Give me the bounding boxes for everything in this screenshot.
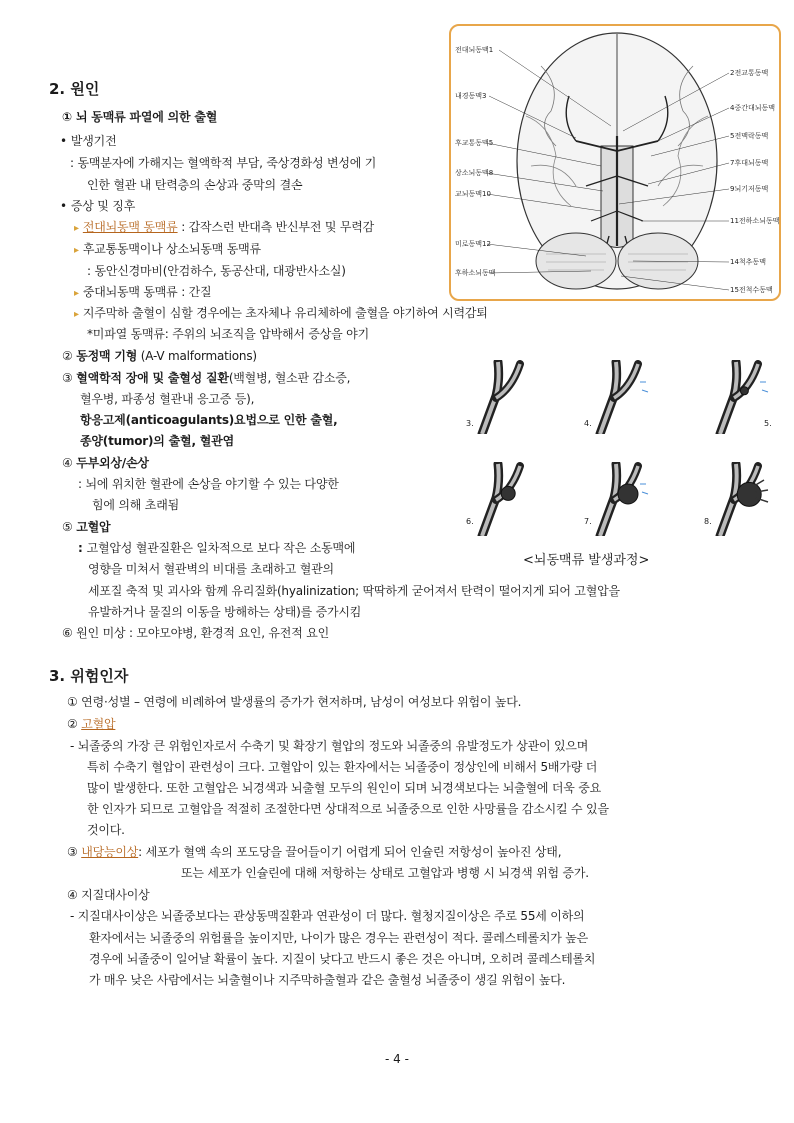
cause-item-5-line-3: 세포질 축적 및 괴사와 함께 유리질화(hyalinization; 딱딱하게 굳어져서 탄력이 떨어지게 되어 고혈압을 xyxy=(88,584,620,598)
artery-label: 7후대뇌동맥 xyxy=(730,159,769,167)
mechanism-label-text: 발생기전 xyxy=(70,134,117,148)
cause-item-5-line-2: 영향을 미쳐서 혈관벽의 비대를 초래하고 혈관의 xyxy=(88,562,334,576)
aneurysm-stage-panel xyxy=(460,360,540,434)
triangle-bullet-icon: ▸ xyxy=(74,223,79,234)
stage-number: 5. xyxy=(764,419,772,428)
aneurysm-stage-panel xyxy=(578,462,658,536)
cause-item-5-line-1-text: 고혈압성 혈관질환은 일차적으로 보다 작은 소동맥에 xyxy=(86,541,356,555)
cause-item-3-line-2: 혈우병, 파종성 혈관내 응고증 등), xyxy=(80,392,255,406)
hypertension-para-line-1: - 뇌졸중의 가장 큰 위험인자로서 수축기 및 확장기 혈압의 정도와 뇌졸중의 유발정도가 상관이 있으며 xyxy=(70,739,589,753)
risk-item-2 xyxy=(67,716,115,732)
aneurysm-stage-panel xyxy=(698,462,778,536)
lipid-para-line-4: 가 매우 낮은 사람에서는 뇌출혈이나 지주막하출혈과 같은 출혈성 뇌졸중이 생길 위험이 높다. xyxy=(89,973,566,987)
cause-item-3 xyxy=(62,370,350,386)
cause-item-5-line-4: 유발하거나 물질의 이동을 방해하는 상태)를 증가시킴 xyxy=(88,605,362,619)
artery-bifurcation-drawing xyxy=(460,360,540,434)
triangle-bullet-icon: ▸ xyxy=(74,288,79,299)
risk-item-1: ① 연령·성별 – 연령에 비례하여 발생률의 증가가 현저하며, 남성이 여성보다 위험이 높다. xyxy=(67,695,522,709)
cause-item-4-line-2: 힘에 의해 초래됨 xyxy=(92,498,179,512)
glucose-intolerance-link[interactable]: 내당능이상 xyxy=(81,845,139,859)
bullet-dot: • xyxy=(60,199,67,213)
section-heading-risk-factors: 3. 위험인자 xyxy=(49,667,129,685)
symptom-mca xyxy=(74,284,211,302)
artery-label: 4중간대뇌동맥 xyxy=(730,104,776,112)
section-heading-causes: 2. 원인 xyxy=(49,80,100,98)
symptom-sah-text: 지주막하 출혈이 심할 경우에는 초자체나 유리체하에 출혈을 야기하여 시력감퇴 xyxy=(82,306,488,320)
triangle-bullet-icon: ▸ xyxy=(74,245,79,256)
cause-item-4-line-1: : 뇌에 위치한 혈관에 손상을 야기할 수 있는 다양한 xyxy=(78,477,339,491)
cause-item-1: ① 뇌 동맥류 파열에 의한 출혈 xyxy=(62,110,218,124)
artery-bifurcation-drawing xyxy=(698,360,778,434)
cause-item-6: ⑥ 원인 미상 : 모야모야병, 환경적 요인, 유전적 요인 xyxy=(62,626,329,640)
symptoms-label-text: 증상 및 징후 xyxy=(70,199,136,213)
risk-item-3 xyxy=(67,844,561,860)
unruptured-note: *미파열 동맥류: 주위의 뇌조직을 압박해서 증상을 야기 xyxy=(87,327,369,341)
artery-label: 9뇌기저동맥 xyxy=(730,185,769,193)
avm-term: 동정맥 기형 xyxy=(76,349,138,363)
artery-label: 전대뇌동맥1 xyxy=(455,46,494,54)
stage-number: 7. xyxy=(584,517,592,526)
lipid-para-line-2: 환자에서는 뇌졸중의 위험률을 높이지만, 나이가 많은 경우는 관련성이 적다. 콜레스테롤치가 높은 xyxy=(89,931,589,945)
artery-bifurcation-drawing xyxy=(460,462,540,536)
artery-label: 상소뇌동맥8 xyxy=(455,169,494,177)
artery-bifurcation-drawing xyxy=(578,360,658,434)
mechanism-line-2: 인한 혈관 내 탄력층의 손상과 중막의 결손 xyxy=(87,178,303,192)
artery-label: 후하소뇌동맥 xyxy=(455,269,496,277)
triangle-bullet-icon: ▸ xyxy=(74,309,79,320)
item-number: ③ xyxy=(67,845,82,859)
artery-label: 2전교통동맥 xyxy=(730,69,769,77)
artery-label: 14척추동맥 xyxy=(730,258,766,266)
artery-label: 5전맥락동맥 xyxy=(730,132,769,140)
artery-bifurcation-drawing xyxy=(578,462,658,536)
cause-item-2 xyxy=(62,348,257,364)
stage-number: 4. xyxy=(584,419,592,428)
symptom-mca-text: 중대뇌동맥 동맥류 : 간질 xyxy=(82,285,212,299)
aneurysm-figure-caption: <뇌동맥류 발생과정> xyxy=(523,553,650,568)
artery-label: 내경동맥3 xyxy=(455,92,487,100)
cause-item-3-line-3: 항응고제(anticoagulants)요법으로 인한 출혈, xyxy=(80,413,338,427)
mechanism-line-1: : 동맥분자에 가해지는 혈액학적 부담, 죽상경화성 변성에 기 xyxy=(70,156,377,170)
colon-mark: : xyxy=(78,541,87,555)
risk-item-3-line-2: 또는 세포가 인슐린에 대해 저항하는 상태로 고혈압과 병행 시 뇌경색 위험 증가. xyxy=(181,866,589,880)
aneurysm-stage-panel xyxy=(460,462,540,536)
artery-label: 교뇌동맥10 xyxy=(455,190,491,198)
cause-item-3-line-4: 종양(tumor)의 출혈, 혈관염 xyxy=(80,434,234,448)
aca-aneurysm-link[interactable]: 전대뇌동맥 동맥류 xyxy=(82,220,178,234)
avm-english: (A-V malformations) xyxy=(137,349,257,363)
stage-number: 8. xyxy=(704,517,712,526)
symptom-sah xyxy=(74,305,488,323)
hypertension-para-line-4: 한 인자가 되므로 고혈압을 적절히 조절한다면 상대적으로 뇌졸중으로 인한 사망률을 감소시킬 수 있을 xyxy=(87,802,609,816)
page-number: - 4 - xyxy=(385,1052,409,1066)
artery-label: 11전하소뇌동맥 xyxy=(730,217,780,225)
risk-item-3-desc: : 세포가 혈액 속의 포도당을 끌어들이기 어렵게 되어 인슐린 저항성이 높아진 상태, xyxy=(138,845,562,859)
brain-illustration xyxy=(451,26,781,301)
mechanism-label xyxy=(60,133,116,149)
hypertension-term: 고혈압 xyxy=(76,520,111,534)
symptom-aca xyxy=(74,219,374,237)
item-number: ③ xyxy=(62,371,77,385)
hematologic-term: 혈액학적 장애 및 출혈성 질환 xyxy=(76,371,229,385)
brain-arteries-figure xyxy=(449,24,781,301)
cause-item-5-line-1 xyxy=(78,540,355,556)
artery-label: 미로동맥12 xyxy=(455,240,491,248)
symptom-pcom-detail: : 동안신경마비(안검하수, 동공산대, 대광반사소실) xyxy=(87,264,346,278)
cause-item-5 xyxy=(62,519,110,535)
item-number: ② xyxy=(67,717,82,731)
artery-label: 15전척수동맥 xyxy=(730,286,773,294)
hypertension-link[interactable]: 고혈압 xyxy=(81,717,116,731)
symptom-pcom-text: 후교통동맥이나 상소뇌동맥 동맥류 xyxy=(82,242,261,256)
artery-label: 후교통동맥5 xyxy=(455,139,494,147)
item-number: ⑤ xyxy=(62,520,77,534)
symptom-aca-desc: : 갑작스런 반대측 반신부전 및 무력감 xyxy=(177,220,375,234)
risk-item-4: ④ 지질대사이상 xyxy=(67,888,150,902)
lipid-para-line-3: 경우에 뇌졸중이 일어날 확률이 높다. 지질이 낮다고 반드시 좋은 것은 아니며, 오히려 콜레스테롤치 xyxy=(89,952,596,966)
hypertension-para-line-2: 특히 수축기 혈압이 관련성이 크다. 고혈압이 있는 환자에서는 뇌졸중이 정상인에 비해서 5배가량 더 xyxy=(87,760,598,774)
symptom-pcom xyxy=(74,241,261,259)
stage-number: 3. xyxy=(466,419,474,428)
hematologic-examples: (백혈병, 혈소판 감소증, xyxy=(228,371,351,385)
item-number: ② xyxy=(62,349,77,363)
stage-number: 6. xyxy=(466,517,474,526)
hypertension-para-line-3: 많이 발생한다. 또한 고혈압은 뇌경색과 뇌출혈 모두의 원인이 되며 뇌경색보다는 뇌출혈에 더욱 중요 xyxy=(87,781,602,795)
lipid-para-line-1: - 지질대사이상은 뇌졸중보다는 관상동맥질환과 연관성이 더 많다. 혈청지질이상은 주로 55세 이하의 xyxy=(70,909,585,923)
aneurysm-stage-panel xyxy=(698,360,778,434)
cause-item-4 xyxy=(62,455,149,471)
artery-bifurcation-drawing xyxy=(698,462,778,536)
item-number: ④ xyxy=(62,456,77,470)
head-trauma-term: 두부외상/손상 xyxy=(76,456,149,470)
aneurysm-stage-panel xyxy=(578,360,658,434)
hypertension-para-line-5: 것이다. xyxy=(87,823,125,837)
bullet-dot: • xyxy=(60,134,67,148)
symptoms-label xyxy=(60,198,135,214)
